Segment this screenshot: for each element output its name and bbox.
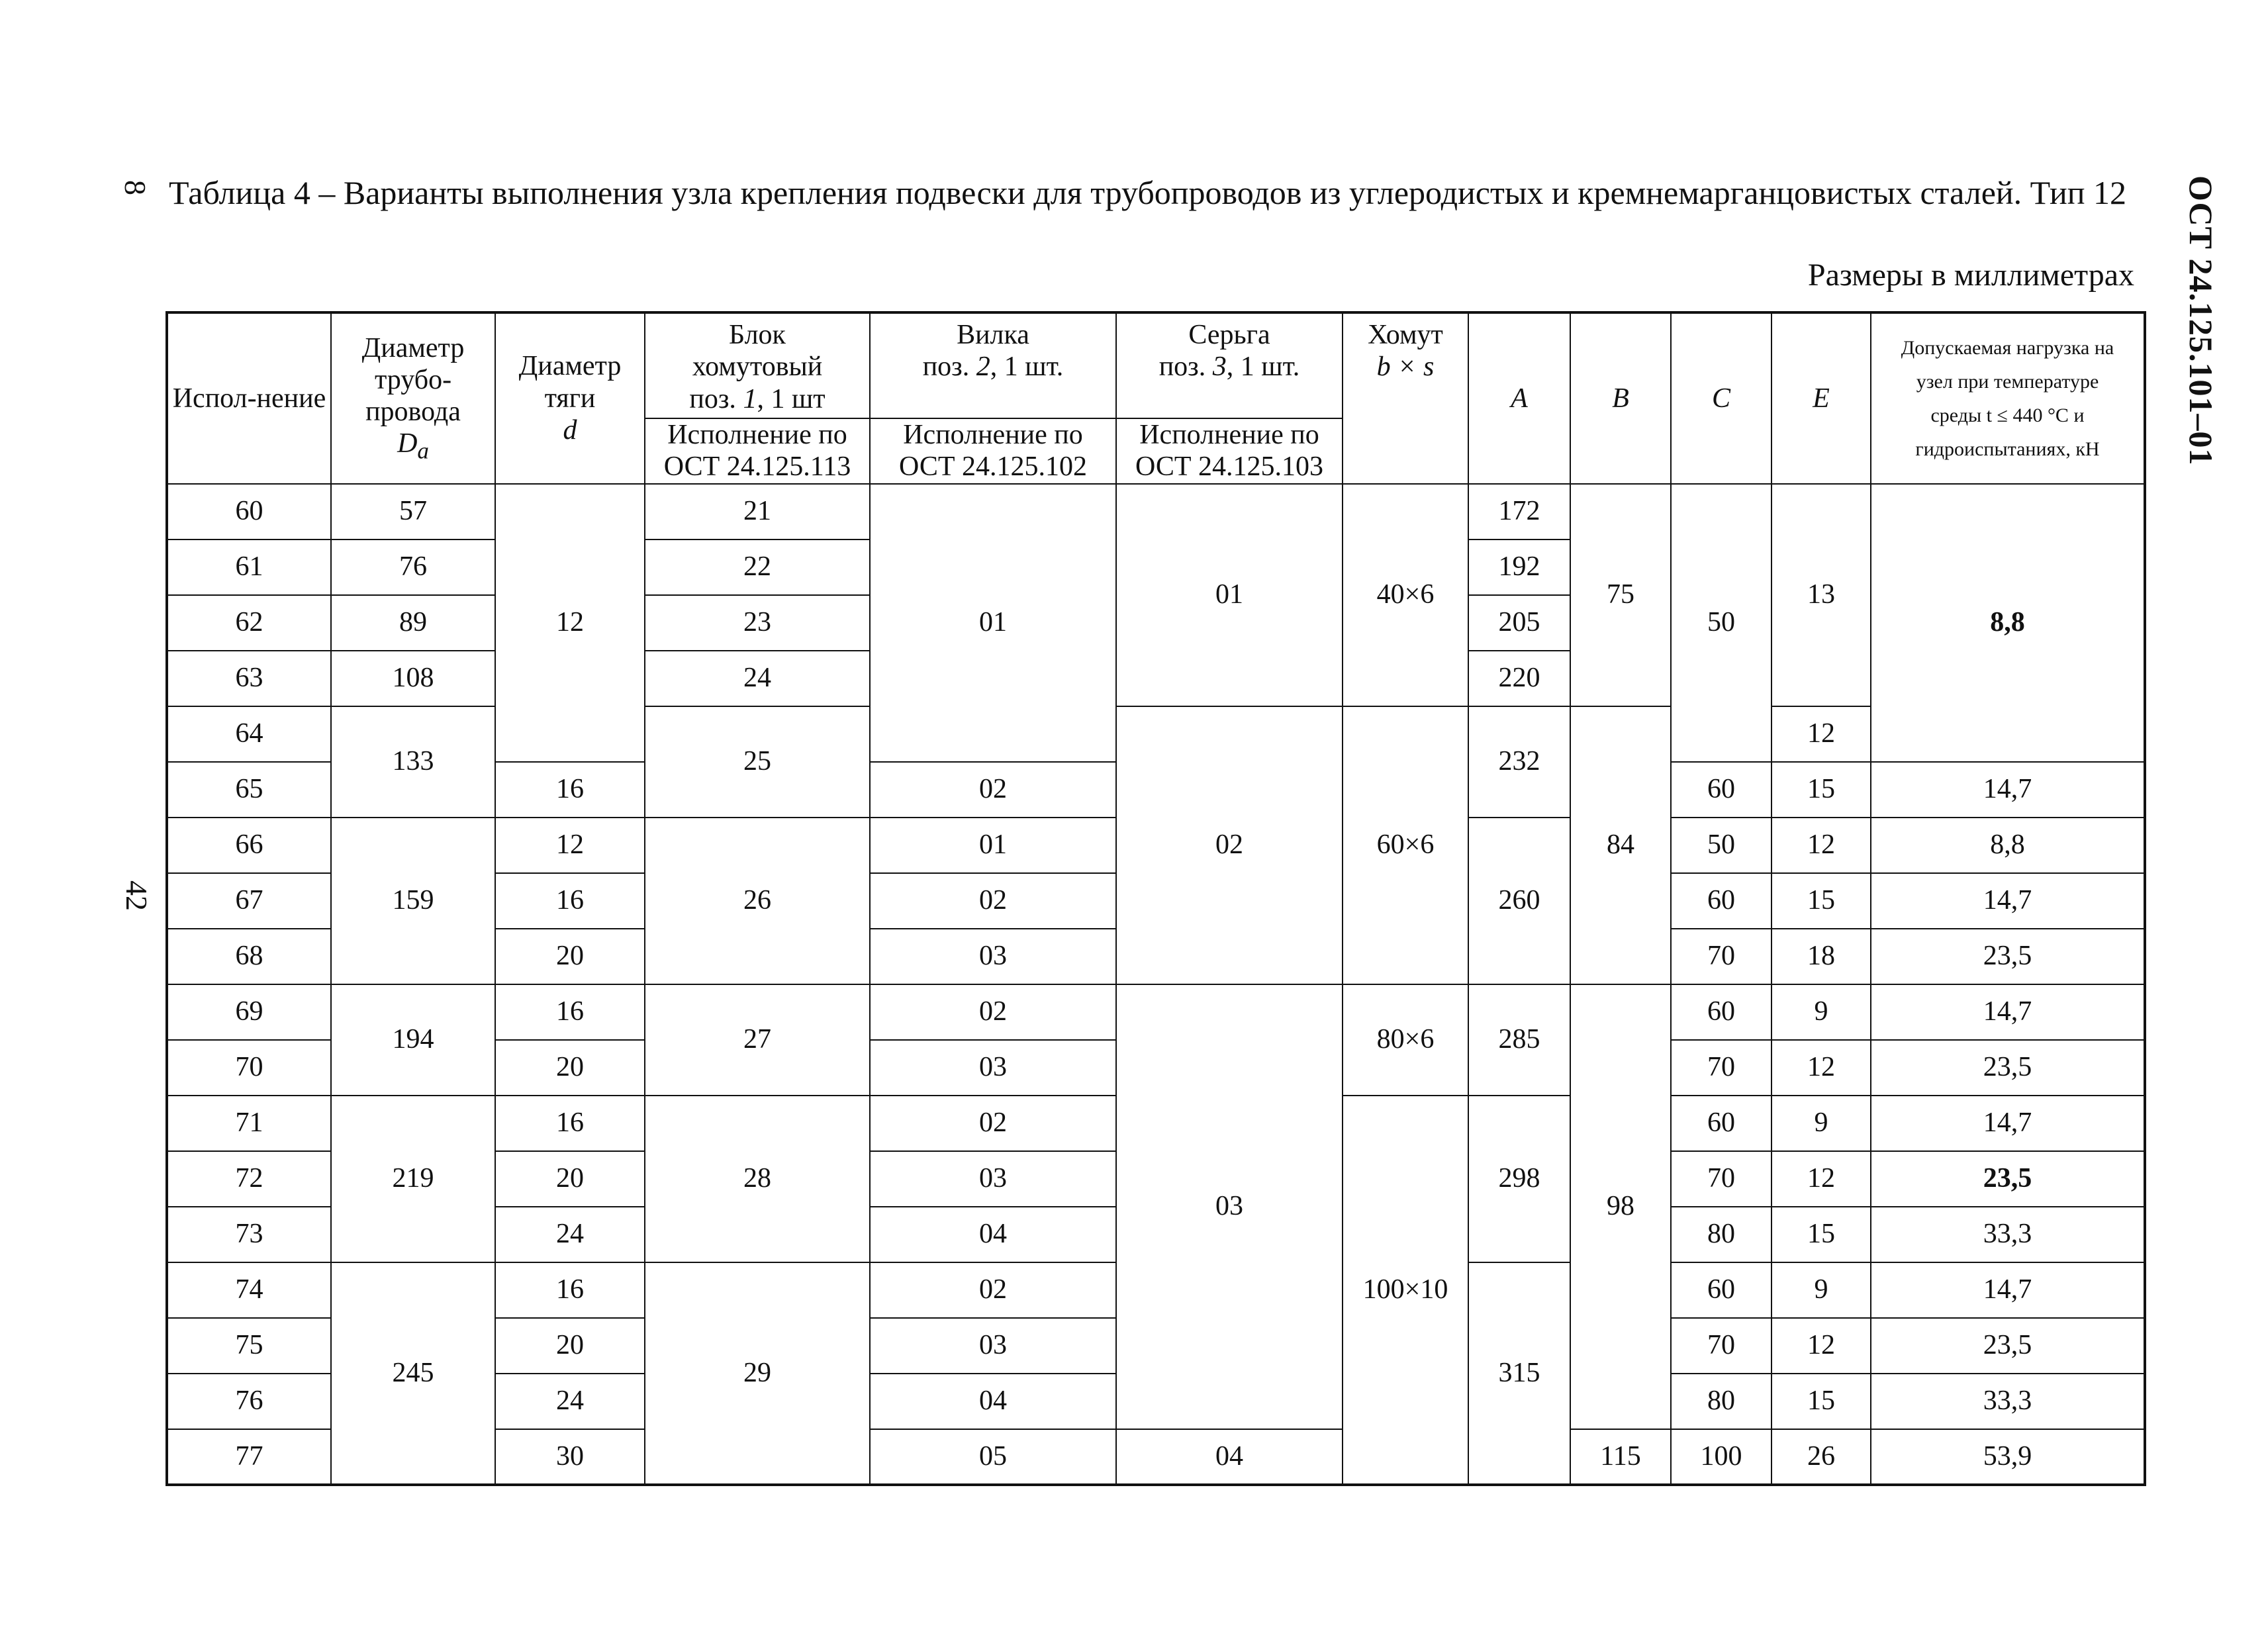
- cell-rod-diameter: 16: [495, 873, 645, 929]
- cell-load: 14,7: [1871, 984, 2145, 1040]
- cell-e: 9: [1772, 984, 1871, 1040]
- cell-c: 60: [1671, 873, 1772, 929]
- cell-a: 298: [1468, 1096, 1570, 1262]
- cell-block: 28: [645, 1096, 870, 1262]
- header-col-e: E: [1772, 312, 1871, 484]
- header-fork-standard: Исполнение по ОСТ 24.125.102: [870, 418, 1116, 484]
- cell-rod-diameter: 12: [495, 484, 645, 762]
- cell-pipe-diameter: 108: [331, 651, 495, 706]
- cell-isp: 66: [167, 818, 331, 873]
- document-code: ОСТ 24.125.101–01: [2183, 175, 2220, 466]
- cell-b: 75: [1570, 484, 1671, 706]
- cell-isp: 64: [167, 706, 331, 762]
- header-col-c: C: [1671, 312, 1772, 484]
- cell-fork: 03: [870, 929, 1116, 984]
- header-clamp-block: Блок хомутовый поз. 1, 1 шт: [645, 312, 870, 418]
- units-note: Размеры в миллиметрах: [1807, 258, 2134, 293]
- cell-pipe-diameter: 194: [331, 984, 495, 1096]
- cell-e: 18: [1772, 929, 1871, 984]
- cell-rod-diameter: 20: [495, 1151, 645, 1207]
- cell-load: 14,7: [1871, 762, 2145, 818]
- cell-isp: 73: [167, 1207, 331, 1262]
- cell-clamp: 60×6: [1343, 706, 1468, 984]
- cell-load: 8,8: [1871, 484, 2145, 762]
- cell-c: 50: [1671, 818, 1772, 873]
- cell-c: 60: [1671, 984, 1772, 1040]
- cell-block: 27: [645, 984, 870, 1096]
- cell-c: 80: [1671, 1207, 1772, 1262]
- cell-rod-diameter: 16: [495, 1262, 645, 1318]
- cell-a: 315: [1468, 1262, 1570, 1485]
- cell-c: 70: [1671, 1318, 1772, 1374]
- cell-load: 23,5: [1871, 1151, 2145, 1207]
- cell-isp: 68: [167, 929, 331, 984]
- cell-load: 8,8: [1871, 818, 2145, 873]
- cell-e: 9: [1772, 1262, 1871, 1318]
- cell-isp: 67: [167, 873, 331, 929]
- cell-fork: 03: [870, 1151, 1116, 1207]
- cell-a: 220: [1468, 651, 1570, 706]
- cell-isp: 76: [167, 1374, 331, 1429]
- cell-a: 232: [1468, 706, 1570, 818]
- cell-e: 13: [1772, 484, 1871, 706]
- cell-rod-diameter: 16: [495, 762, 645, 818]
- cell-fork: 04: [870, 1374, 1116, 1429]
- header-clamp: Хомут b × s: [1343, 312, 1468, 484]
- cell-earring: 01: [1116, 484, 1343, 706]
- cell-rod-diameter: 20: [495, 929, 645, 984]
- cell-a: 285: [1468, 984, 1570, 1096]
- cell-pipe-diameter: 89: [331, 595, 495, 651]
- header-earring-standard: Исполнение по ОСТ 24.125.103: [1116, 418, 1343, 484]
- cell-fork: 02: [870, 984, 1116, 1040]
- cell-e: 12: [1772, 706, 1871, 762]
- cell-e: 15: [1772, 1374, 1871, 1429]
- cell-fork: 04: [870, 1207, 1116, 1262]
- cell-rod-diameter: 24: [495, 1207, 645, 1262]
- cell-e: 12: [1772, 818, 1871, 873]
- cell-clamp: 40×6: [1343, 484, 1468, 706]
- cell-rod-diameter: 20: [495, 1040, 645, 1096]
- cell-clamp: 100×10: [1343, 1096, 1468, 1485]
- cell-isp: 65: [167, 762, 331, 818]
- cell-isp: 62: [167, 595, 331, 651]
- cell-c: 70: [1671, 929, 1772, 984]
- cell-isp: 72: [167, 1151, 331, 1207]
- cell-e: 26: [1772, 1429, 1871, 1485]
- cell-load: 14,7: [1871, 873, 2145, 929]
- cell-load: 23,5: [1871, 929, 2145, 984]
- cell-block: 21: [645, 484, 870, 540]
- header-pipe-diameter: Диаметр трубо- провода $D_a$: [331, 312, 495, 484]
- cell-earring: 02: [1116, 706, 1343, 984]
- cell-c: 60: [1671, 762, 1772, 818]
- header-col-a: A: [1468, 312, 1570, 484]
- cell-isp: 75: [167, 1318, 331, 1374]
- cell-block: 22: [645, 540, 870, 595]
- cell-block: 29: [645, 1262, 870, 1485]
- cell-c: 60: [1671, 1096, 1772, 1151]
- cell-block: 23: [645, 595, 870, 651]
- cell-block: 26: [645, 818, 870, 984]
- cell-earring: 04: [1116, 1429, 1343, 1485]
- table-header: [167, 312, 2145, 484]
- header-rod-diameter: Диаметр тяги d: [495, 312, 645, 484]
- cell-fork: 01: [870, 484, 1116, 762]
- cell-isp: 74: [167, 1262, 331, 1318]
- header-fork: Вилка поз. 2, 1 шт.: [870, 312, 1116, 418]
- cell-fork: 02: [870, 1096, 1116, 1151]
- cell-rod-diameter: 30: [495, 1429, 645, 1485]
- header-allowed-load: Допускаемая нагрузка на узел при температуре среды t ≤ 440 °C и гидроиспытаниях, кН: [1871, 312, 2145, 484]
- cell-isp: 77: [167, 1429, 331, 1485]
- cell-pipe-diameter: 245: [331, 1262, 495, 1485]
- page-marker: 8: [118, 180, 152, 195]
- header-earring: Серьга поз. 3, 1 шт.: [1116, 312, 1343, 418]
- cell-pipe-diameter: 159: [331, 818, 495, 984]
- cell-isp: 71: [167, 1096, 331, 1151]
- cell-fork: 05: [870, 1429, 1116, 1485]
- table-caption: Таблица 4 – Варианты выполнения узла крепления подвески для трубопроводов из углеродистых и кремнемарганцовистых сталей. Тип 12: [169, 174, 2126, 211]
- cell-load: 23,5: [1871, 1318, 2145, 1374]
- cell-e: 15: [1772, 1207, 1871, 1262]
- cell-b: 98: [1570, 984, 1671, 1429]
- cell-fork: 02: [870, 873, 1116, 929]
- cell-e: 12: [1772, 1318, 1871, 1374]
- cell-a: 192: [1468, 540, 1570, 595]
- cell-load: 14,7: [1871, 1262, 2145, 1318]
- table-row: [167, 484, 2145, 540]
- cell-fork: 03: [870, 1040, 1116, 1096]
- cell-load: 33,3: [1871, 1207, 2145, 1262]
- table-row: [167, 706, 2145, 762]
- cell-load: 53,9: [1871, 1429, 2145, 1485]
- cell-c: 50: [1671, 484, 1772, 762]
- cell-fork: 01: [870, 818, 1116, 873]
- cell-rod-diameter: 16: [495, 984, 645, 1040]
- cell-c: 70: [1671, 1151, 1772, 1207]
- cell-c: 100: [1671, 1429, 1772, 1485]
- cell-earring: 03: [1116, 984, 1343, 1429]
- cell-pipe-diameter: 133: [331, 706, 495, 818]
- cell-b: 84: [1570, 706, 1671, 984]
- cell-rod-diameter: 24: [495, 1374, 645, 1429]
- hanger-variants-table: [165, 311, 2146, 1486]
- cell-block: 24: [645, 651, 870, 706]
- cell-block: 25: [645, 706, 870, 818]
- cell-isp: 61: [167, 540, 331, 595]
- cell-isp: 70: [167, 1040, 331, 1096]
- cell-b: 115: [1570, 1429, 1671, 1485]
- cell-isp: 60: [167, 484, 331, 540]
- cell-rod-diameter: 16: [495, 1096, 645, 1151]
- cell-clamp: 80×6: [1343, 984, 1468, 1096]
- cell-rod-diameter: 12: [495, 818, 645, 873]
- cell-fork: 03: [870, 1318, 1116, 1374]
- cell-a: 260: [1468, 818, 1570, 984]
- cell-e: 12: [1772, 1040, 1871, 1096]
- cell-a: 172: [1468, 484, 1570, 540]
- cell-c: 80: [1671, 1374, 1772, 1429]
- cell-c: 60: [1671, 1262, 1772, 1318]
- header-ispolnenie: Испол-нение: [167, 312, 331, 484]
- cell-e: 15: [1772, 762, 1871, 818]
- cell-a: 205: [1468, 595, 1570, 651]
- cell-load: 33,3: [1871, 1374, 2145, 1429]
- page-number: 42: [120, 880, 154, 911]
- cell-e: 9: [1772, 1096, 1871, 1151]
- cell-rod-diameter: 20: [495, 1318, 645, 1374]
- cell-isp: 69: [167, 984, 331, 1040]
- table-body: [167, 484, 2145, 1485]
- cell-c: 70: [1671, 1040, 1772, 1096]
- header-block-standard: Исполнение по ОСТ 24.125.113: [645, 418, 870, 484]
- cell-e: 12: [1772, 1151, 1871, 1207]
- cell-isp: 63: [167, 651, 331, 706]
- cell-load: 23,5: [1871, 1040, 2145, 1096]
- cell-fork: 02: [870, 762, 1116, 818]
- header-col-b: B: [1570, 312, 1671, 484]
- cell-load: 14,7: [1871, 1096, 2145, 1151]
- table-row: [167, 984, 2145, 1040]
- cell-pipe-diameter: 76: [331, 540, 495, 595]
- cell-pipe-diameter: 219: [331, 1096, 495, 1262]
- cell-pipe-diameter: 57: [331, 484, 495, 540]
- cell-e: 15: [1772, 873, 1871, 929]
- cell-fork: 02: [870, 1262, 1116, 1318]
